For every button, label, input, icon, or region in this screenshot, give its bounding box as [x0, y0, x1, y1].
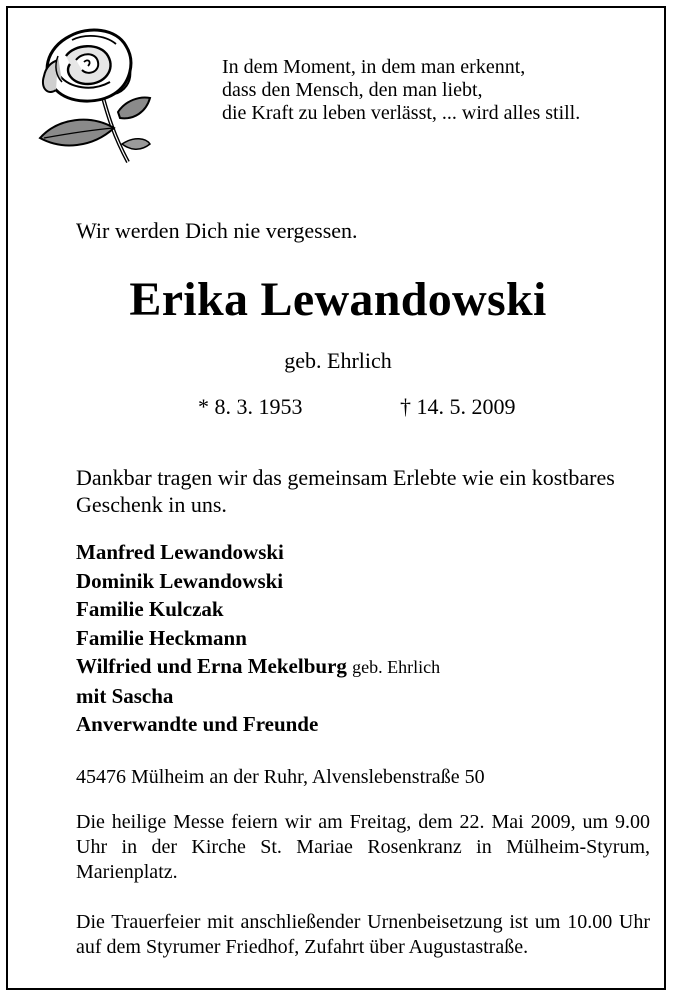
mourner: Anverwandte und Freunde — [76, 712, 319, 736]
mourner: Manfred Lewandowski — [76, 540, 284, 564]
address: 45476 Mülheim an der Ruhr, Alvenslebenstraße 50 — [76, 766, 485, 788]
death-date: † 14. 5. 2009 — [400, 394, 516, 419]
funeral-info: Die Trauerfeier mit anschließender Urnenbeisetzung ist um 10.00 Uhr auf dem Styrumer Friedhof, Zufahrt über Augustastraße. — [76, 911, 650, 958]
mourner: Dominik Lewandowski — [76, 568, 284, 593]
maiden-name: geb. Ehrlich — [284, 348, 392, 373]
birth-date: * 8. 3. 1953 — [198, 394, 303, 419]
mourner: Familie Kulczak — [76, 597, 224, 621]
mourner: mit Sascha — [76, 683, 174, 708]
mass-info: Die heilige Messe feiern wir am Freitag, dem 22. Mai 2009, um 9.00 Uhr in der Kirche St. Mariae Rosenkranz in Mülheim-Styrum, Marienplatz. — [76, 811, 650, 883]
rose-icon — [30, 26, 152, 172]
mourners-list — [76, 538, 440, 739]
poem-line: In dem Moment, in dem man erkennt, — [222, 56, 526, 78]
mourner: Wilfried und Erna Mekelburg geb. Ehrlich — [76, 654, 441, 678]
gratitude-text: Dankbar tragen wir das gemeinsam Erlebte wie ein kostbares Geschenk in uns. — [76, 465, 615, 517]
poem — [222, 56, 580, 125]
intro-line: Wir werden Dich nie vergessen. — [76, 218, 358, 243]
mourner-note: geb. Ehrlich — [352, 657, 441, 677]
deceased-name: Erika Lewandowski — [129, 273, 547, 326]
mourner: Familie Heckmann — [76, 625, 247, 650]
poem-line: dass den Mensch, den man liebt, — [222, 79, 483, 101]
obituary-notice — [6, 6, 666, 990]
poem-line: die Kraft zu leben verlässt, ... wird alles still. — [222, 102, 581, 124]
